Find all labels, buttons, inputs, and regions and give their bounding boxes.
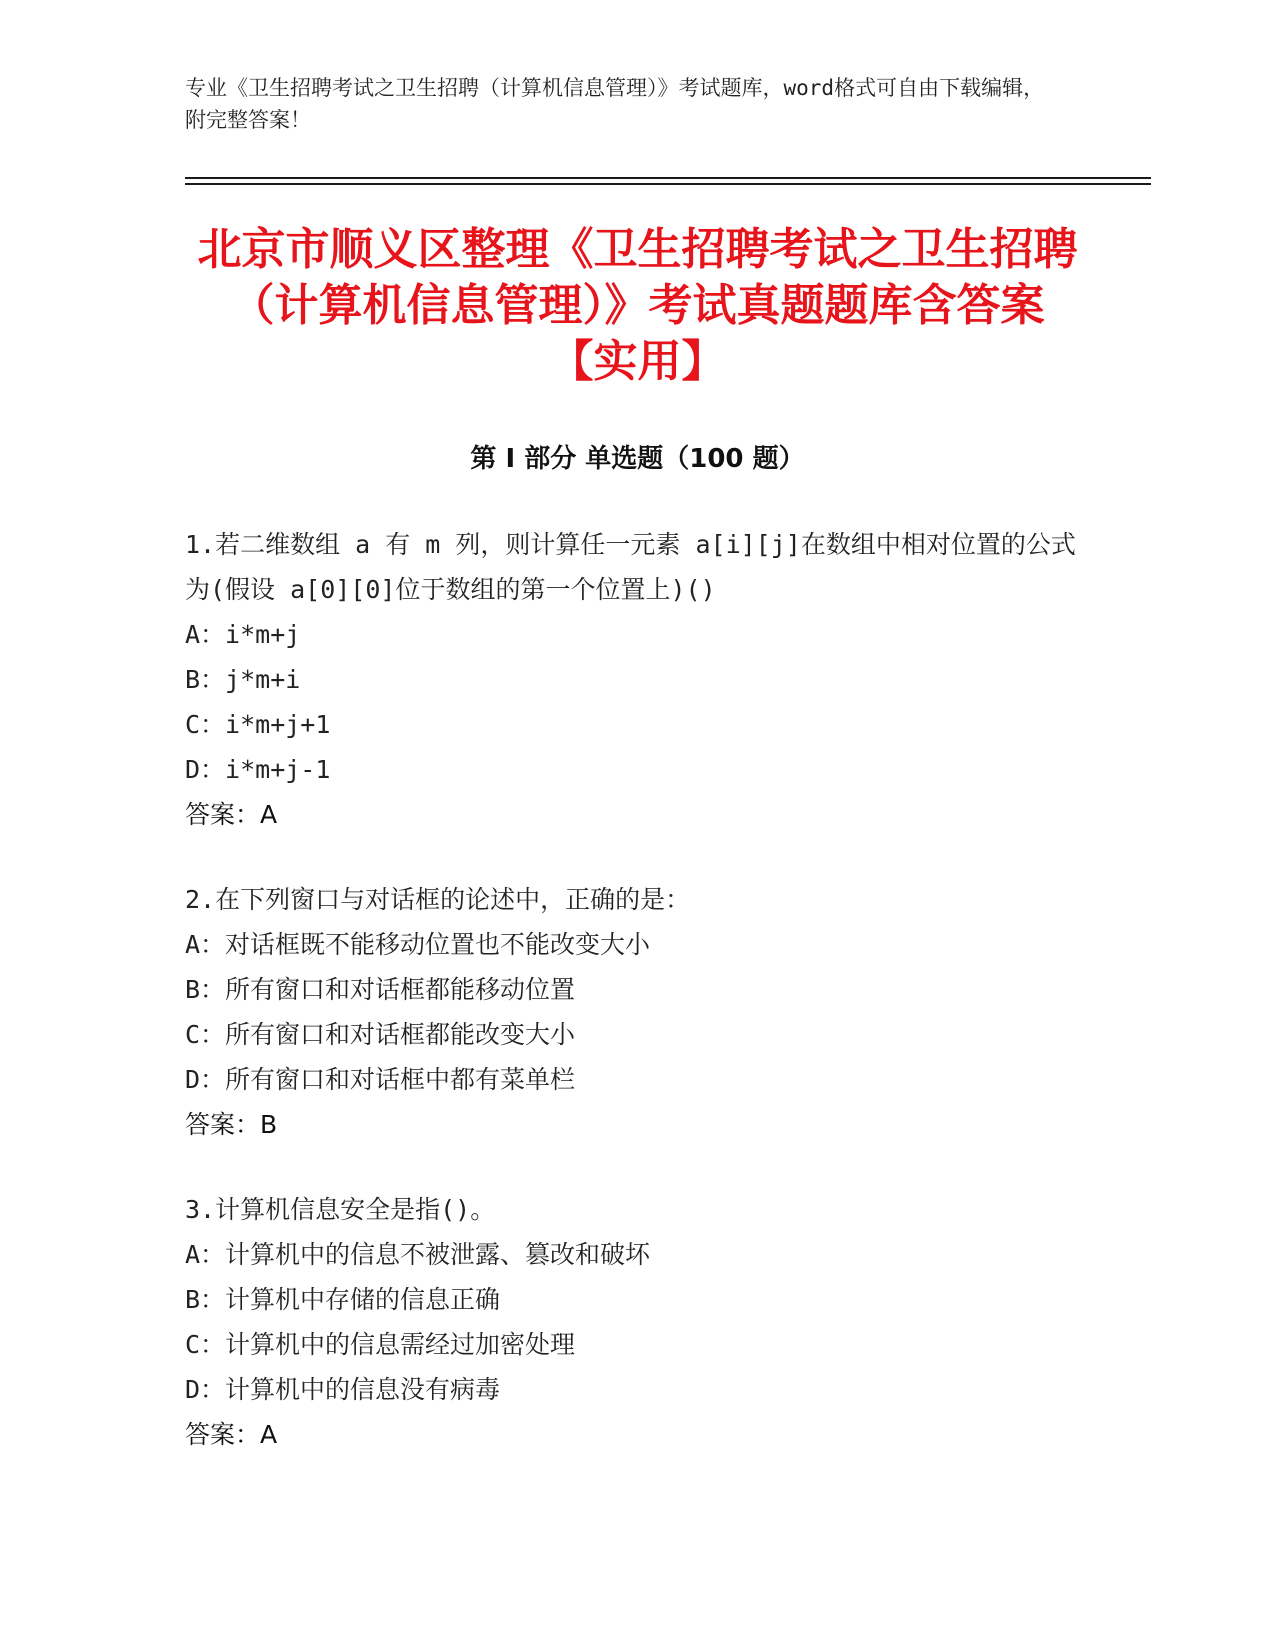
document-title: 北京市顺义区整理《卫生招聘考试之卫生招聘（计算机信息管理）》考试真题题库含答案【实用】 bbox=[197, 224, 1078, 387]
answer-line: 答案：B bbox=[185, 1110, 278, 1139]
question-stem: 3.计算机信息安全是指()。 bbox=[185, 1195, 496, 1224]
question-stem: 1.若二维数组 a 有 m 列，则计算任一元素 a[i][j]在数组中相对位置的公式为(假设 a[0][0]位于数组的第一个位置上)() bbox=[185, 530, 1076, 604]
question-2 bbox=[185, 877, 1085, 1147]
option-b: B：j*m+i bbox=[185, 665, 301, 694]
option-a: A：i*m+j bbox=[185, 620, 301, 649]
option-a: A：计算机中的信息不被泄露、篡改和破坏 bbox=[185, 1240, 651, 1269]
option-d: D：计算机中的信息没有病毒 bbox=[185, 1375, 501, 1404]
header-divider-bottom bbox=[185, 183, 1151, 185]
answer-line: 答案：A bbox=[185, 800, 278, 829]
question-stem: 2.在下列窗口与对话框的论述中，正确的是： bbox=[185, 885, 691, 914]
section-heading: 第 I 部分 单选题（100 题） bbox=[470, 444, 805, 474]
option-d: D：所有窗口和对话框中都有菜单栏 bbox=[185, 1065, 576, 1094]
option-a: A：对话框既不能移动位置也不能改变大小 bbox=[185, 930, 651, 959]
option-c: C：所有窗口和对话框都能改变大小 bbox=[185, 1020, 576, 1049]
question-3 bbox=[185, 1187, 1085, 1457]
option-c: C：计算机中的信息需经过加密处理 bbox=[185, 1330, 576, 1359]
option-b: B：计算机中存储的信息正确 bbox=[185, 1285, 501, 1314]
answer-line: 答案：A bbox=[185, 1420, 278, 1449]
question-1 bbox=[185, 522, 1085, 837]
header-note: 专业《卫生招聘考试之卫生招聘（计算机信息管理）》考试题库，word格式可自由下载编辑，附完整答案！ bbox=[185, 76, 1045, 132]
option-c: C：i*m+j+1 bbox=[185, 710, 331, 739]
header-divider-top bbox=[185, 177, 1151, 179]
option-b: B：所有窗口和对话框都能移动位置 bbox=[185, 975, 576, 1004]
question-list bbox=[185, 522, 1085, 1497]
option-d: D：i*m+j-1 bbox=[185, 755, 331, 784]
